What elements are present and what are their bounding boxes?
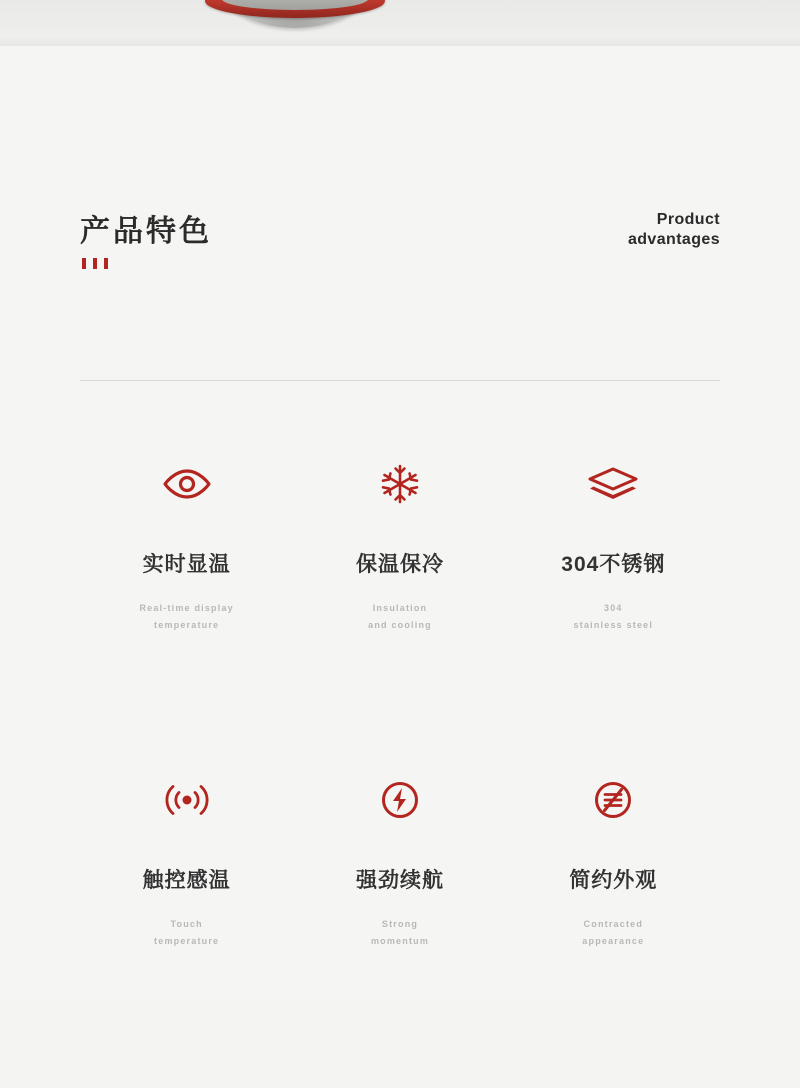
feature-label-cn: 304不锈钢 [561, 553, 666, 576]
feature-label-en-line1: Insulation [372, 603, 428, 613]
lightning-icon [379, 772, 421, 828]
feature-label-en-line1: Real-time display [139, 603, 234, 613]
dot-1 [82, 258, 86, 269]
feature-label-en-line2: appearance [582, 936, 645, 946]
feature-label-cn: 简约外观 [569, 869, 658, 892]
touch-signal-icon [162, 772, 212, 828]
feature-item [80, 456, 293, 772]
photo-shadow [0, 36, 800, 46]
dot-3 [104, 258, 108, 269]
feature-grid [80, 456, 720, 1088]
feature-item [293, 772, 506, 1088]
section-header [80, 206, 720, 316]
minimal-circle-icon [592, 772, 634, 828]
feature-label-cn: 触控感温 [142, 869, 231, 892]
feature-label-en-line2: stainless steel [573, 620, 654, 630]
product-photo [0, 0, 800, 46]
dot-2 [93, 258, 97, 269]
page-title: 产品特色 [80, 215, 212, 248]
title-dots-decoration [82, 258, 108, 269]
feature-label-en-line2: momentum [370, 936, 430, 946]
feature-label-cn: 保温保冷 [355, 553, 444, 576]
feature-label-en-line1: Contracted [583, 919, 644, 929]
feature-label-en-line2: temperature [154, 620, 220, 630]
feature-label-en [139, 600, 233, 634]
feature-label-cn: 强劲续航 [355, 869, 444, 892]
feature-label-en-line1: 304 [604, 603, 623, 613]
feature-item [507, 772, 720, 1088]
feature-label-en [574, 600, 654, 634]
features-panel [0, 46, 800, 1000]
feature-label-en-line2: and cooling [368, 620, 432, 630]
feature-item [293, 456, 506, 772]
feature-label-cn: 实时显温 [142, 553, 231, 576]
feature-label-en [154, 916, 219, 950]
feature-label-en [371, 916, 429, 950]
feature-item [507, 456, 720, 772]
eye-icon [161, 456, 213, 512]
feature-item [80, 772, 293, 1088]
feature-label-en [582, 916, 644, 950]
section-divider [80, 380, 720, 381]
snowflake-icon [378, 456, 422, 512]
feature-label-en-line1: Strong [381, 919, 419, 929]
page-subtitle-line2: advantages [627, 231, 720, 248]
feature-label-en-line1: Touch [170, 919, 203, 929]
page-subtitle [628, 210, 720, 250]
feature-label-en [368, 600, 432, 634]
layers-icon [585, 456, 641, 512]
page-subtitle-line1: Product [656, 211, 720, 228]
feature-label-en-line2: temperature [154, 936, 220, 946]
